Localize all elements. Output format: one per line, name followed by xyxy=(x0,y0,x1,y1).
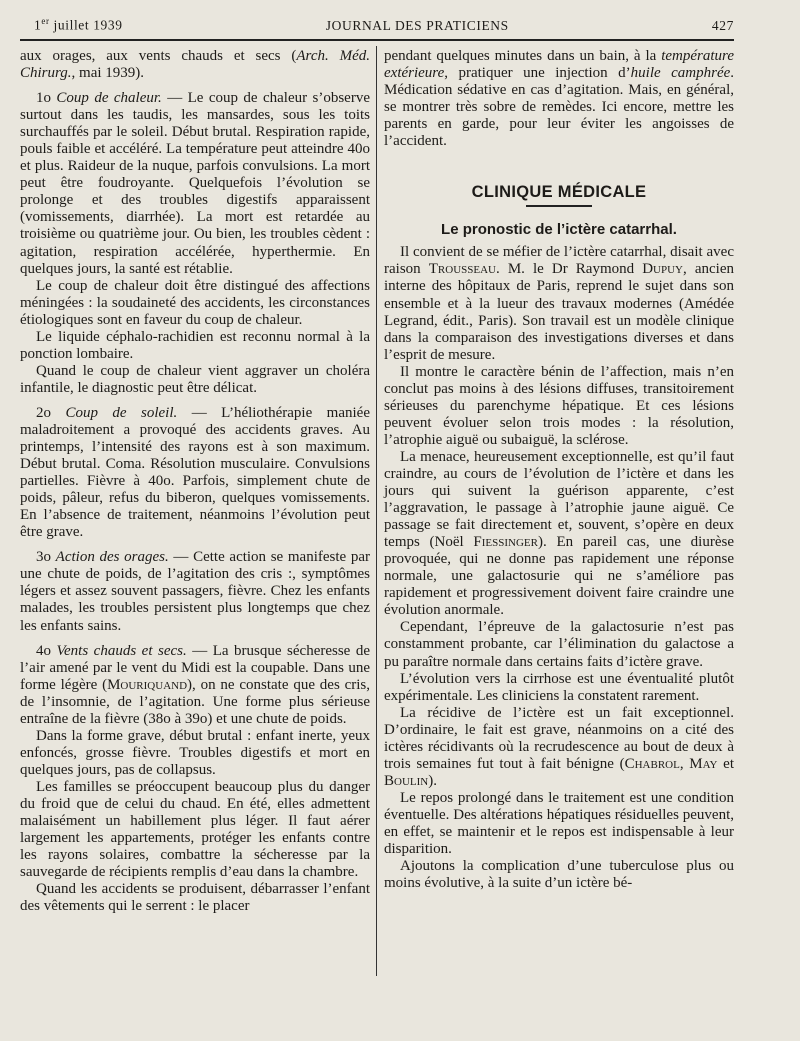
paragraph: Il convient de se méfier de l’ictère catarrhal, disait avec raison Trousseau. M. le Dr Raymond Dupuy, ancien interne des hôpitaux de Paris, reprend le sujet dans son ensemble et à la lueur des travaux modernes (Amédée Legrand, édit., Paris). Son travail est un modèle clinique dans la comparaison des investigations diverses et dans l’esprit de mesure. xyxy=(384,244,734,363)
paragraph: Dans la forme grave, début brutal : enfant inerte, yeux enfoncés, grosse fièvre. Troubles digestifs et mort en quelques jours, pas de collapsus. xyxy=(20,727,370,778)
header-page-number: 427 xyxy=(711,17,734,33)
left-column xyxy=(20,48,370,915)
paragraph: La récidive de l’ictère est un fait exceptionnel. D’ordinaire, le fait est grave, néanmoins on a cité des ictères récidivants où la recrudescence au bout de deux à trois semaines fut tout à fait bénigne (Chabrol, May et Boulin). xyxy=(384,704,734,789)
header-rule xyxy=(20,39,734,41)
paragraph-coup-de-chaleur: 1o Coup de chaleur. — Le coup de chaleur s’observe surtout dans les taudis, les mansardes, sous les toits surchauffés par le soleil. Début brutal. Respiration rapide, pouls faible et accéléré. La température peut atteindre 40o et plus. Raideur de la nuque, parfois convulsions. La mort peut être foudroyante. Quelquefois l’évolution se prolonge et des troubles digestifs apparaissent (vomissements, diarrhée). La mort est retardée au troisième ou quatrième jour. Ou bien, les troubles cèdent : agitation, respiration accélérée, hyperthermie. En quelques jours, la santé est rétablie. xyxy=(20,90,370,277)
paragraph: Le liquide céphalo-rachidien est reconnu normal à la ponction lombaire. xyxy=(20,328,370,362)
right-column xyxy=(384,48,734,892)
column-divider xyxy=(376,46,377,976)
paragraph: Le coup de chaleur doit être distingué des affections méningées : la soudaineté des accidents, les circonstances étiologiques sont en faveur du coup de chaleur. xyxy=(20,277,370,328)
paragraph: Les familles se préoccupent beaucoup plus du danger du froid que de celui du chaud. En été, elles admettent malaisément un habillement plus léger. Il faut aérer largement les appartements, protéger les enfants contre les rayons solaires, combattre la sécheresse par la sauvegarde de récipients remplis d’eau dans la chambre. xyxy=(20,778,370,881)
paragraph: pendant quelques minutes dans un bain, à la température extérieure, pratiquer une injection d’huile camphrée. Médication sédative en cas d’agitation. Mais, en général, se montrer très sobre de remèdes. Ici encore, mettre les parents en garde, pour leur éviter les angoisses de l’accident. xyxy=(384,48,735,150)
paragraph: Le repos prolongé dans le traitement est une condition éventuelle. Des altérations hépatiques résiduelles peuvent, en effet, se maintenir et le repos est indispensable à leur disparition. xyxy=(384,789,734,858)
header-date: 1er juillet 1939 xyxy=(34,16,123,33)
paragraph: Quand les accidents se produisent, débarrasser l’enfant des vêtements qui le serrent : le placer xyxy=(20,881,370,915)
section-rule xyxy=(526,205,592,207)
article-title: Le pronostic de l’ictère catarrhal. xyxy=(441,221,677,239)
paragraph-coup-de-soleil: 2o Coup de soleil. — L’héliothérapie maniée maladroitement a provoqué des accidents graves. Au printemps, l’intensité des rayons est à son maximum. Début brutal. Coma. Résolution musculaire. Convulsions partielles. Fièvre à 40o. Parfois, simplement chute de poids, pâleur, refus du biberon, quelques vomissements. En l’absence de traitement, néanmoins l’évolution peut être grave. xyxy=(20,404,370,541)
running-header xyxy=(34,16,734,38)
paragraph: Il montre le caractère bénin de l’affection, mais n’en conclut pas moins à des lésions diffuses, transitoirement sérieuses du parenchyme hépatique. Et ces lésions peuvent évoluer selon trois modes : la résolution, l’atrophie aiguë ou subaiguë, la sclérose. xyxy=(384,363,734,448)
paragraph-vents-chauds: 4o Vents chauds et secs. — La brusque sécheresse de l’air amené par le vent du Midi est la coupable. Dans une forme légère (Mouriquand), on ne constate que des cris, de l’insomnie, de l’agitation. Une forme plus sérieuse entraîne de la fièvre (38o à 39o) et une chute de poids. xyxy=(20,642,371,727)
paragraph: L’évolution vers la cirrhose est une éventualité plutôt expérimentale. Les cliniciens la constatent rarement. xyxy=(384,670,734,704)
paragraph: La menace, heureusement exceptionnelle, est qu’il faut craindre, au cours de l’évolution de l’ictère et dans les jours qui suivent la guérison apparente, c’est l’aggravation, le passage à l’atrophie jaune aiguë. Ce passage se fait directement et, souvent, s’opère en deux temps (Noël Fiessinger). En pareil cas, une diurèse provoquée, qui ne donne pas rapidement une réponse normale, une galactosurie qui ne s’améliore pas rapidement et progressivement doivent faire craindre une évolution anormale. xyxy=(384,448,735,619)
paragraph: aux orages, aux vents chauds et secs (Arch. Méd. Chirurg., mai 1939). xyxy=(20,48,370,82)
section-title: CLINIQUE MÉDICALE xyxy=(471,183,647,202)
paragraph: Ajoutons la complication d’une tuberculose plus ou moins évolutive, à la suite d’un ictère bé- xyxy=(384,858,734,892)
paragraph: Quand le coup de chaleur vient aggraver un choléra infantile, le diagnostic peut être délicat. xyxy=(20,362,370,396)
paragraph-action-des-orages: 3o Action des orages. — Cette action se manifeste par une chute de poids, de l’agitation des cris :, symptômes légers et assez souvent passagers, fièvre. Chez les enfants malades, les troubles persistent plus longtemps que chez les enfants sains. xyxy=(20,549,371,634)
header-journal-title: JOURNAL DES PRATICIENS xyxy=(325,17,509,33)
paragraph: Cependant, l’épreuve de la galactosurie n’est pas constamment probante, car l’élimination du galactose a pu paraître normale dans certains faits d’ictère grave. xyxy=(384,619,734,670)
